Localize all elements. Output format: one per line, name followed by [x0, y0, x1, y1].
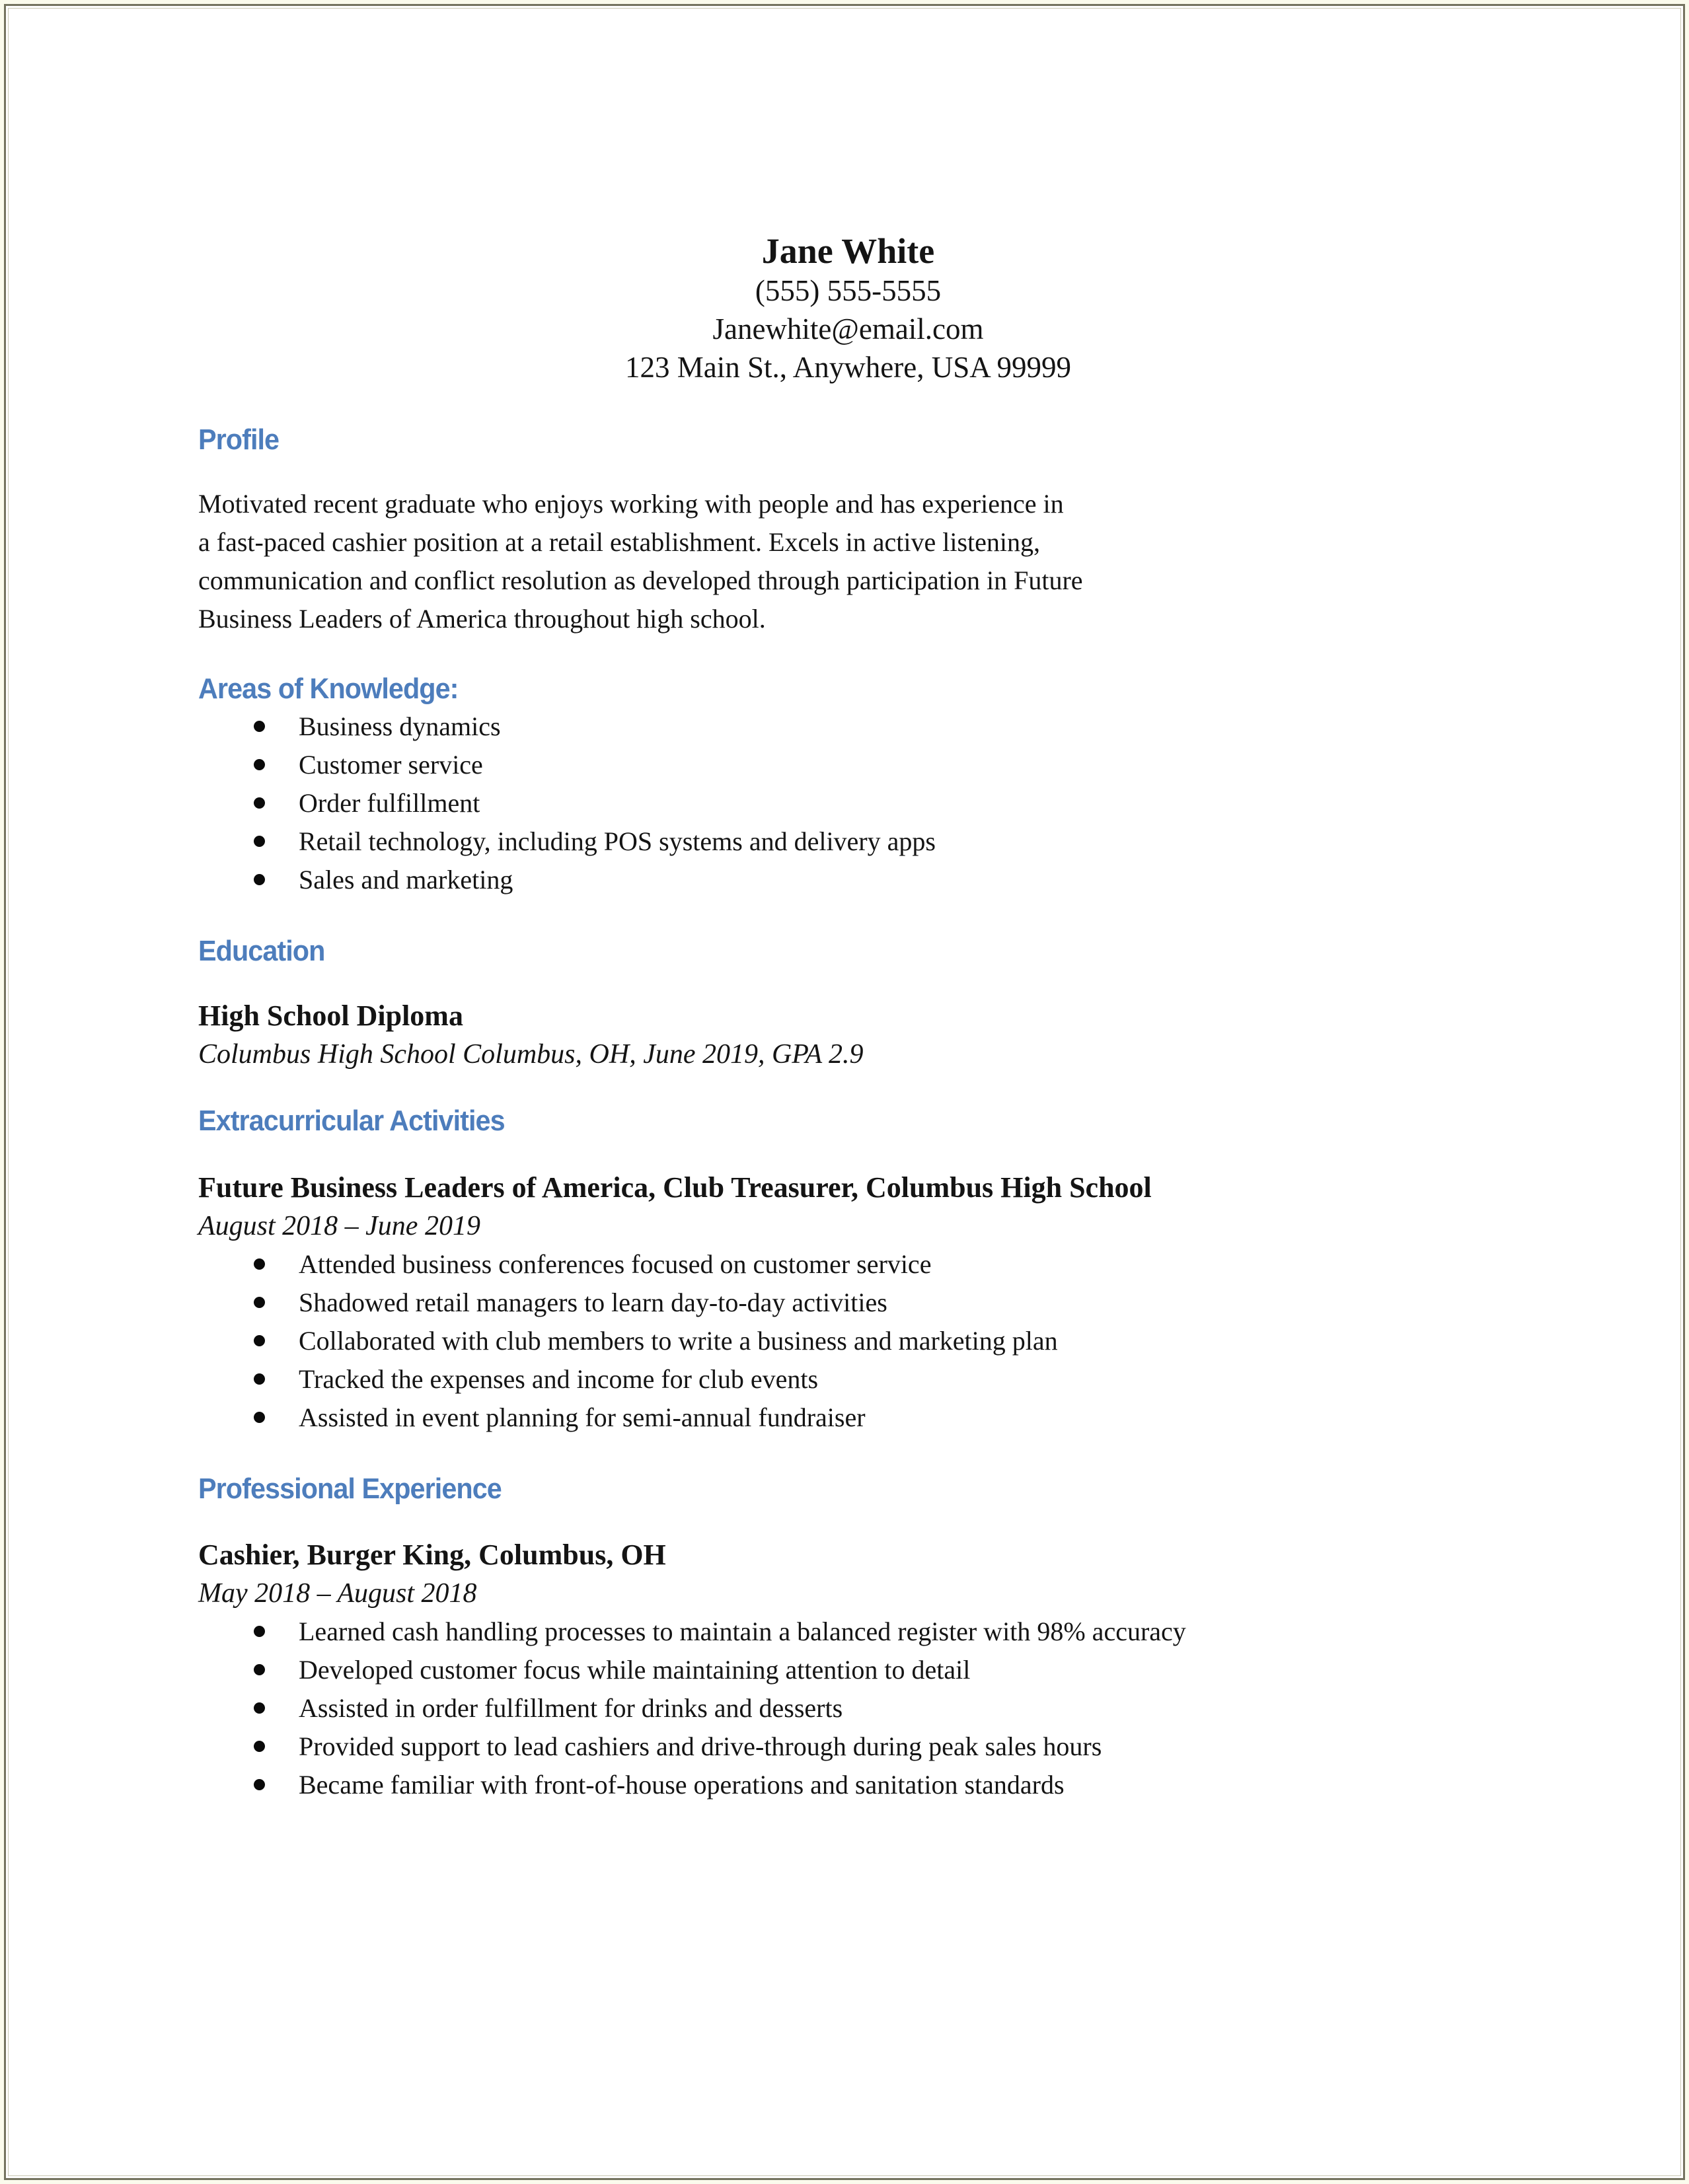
resume-content	[6, 6, 1683, 1804]
activity-list	[198, 1245, 1498, 1437]
profile-text-line: communication and conflict resolution as developed through participation in Future	[198, 565, 1083, 595]
resume-header	[198, 231, 1498, 386]
list-item: Business dynamics	[198, 708, 1498, 746]
candidate-name: Jane White	[761, 231, 935, 271]
knowledge-list	[198, 708, 1498, 899]
activity-title: Future Business Leaders of America, Club Treasurer, Columbus High School	[198, 1171, 1152, 1204]
list-item: Became familiar with front-of-house operations and sanitation standards	[198, 1766, 1498, 1804]
section-heading-areas-of-knowledge: Areas of Knowledge:	[198, 673, 459, 705]
activity-dates: August 2018 – June 2019	[198, 1211, 480, 1241]
section-heading-education: Education	[198, 935, 325, 967]
phone-number: (555) 555-5555	[755, 274, 942, 307]
list-item: Attended business conferences focused on customer service	[198, 1245, 1498, 1284]
profile-text-line: a fast-paced cashier position at a retail establishment. Excels in active listening,	[198, 527, 1041, 557]
profile-text-line: Business Leaders of America throughout high school.	[198, 604, 766, 634]
degree-title: High School Diploma	[198, 1000, 463, 1032]
list-item: Developed customer focus while maintaining attention to detail	[198, 1651, 1498, 1689]
list-item: Shadowed retail managers to learn day-to-day activities	[198, 1284, 1498, 1322]
list-item: Sales and marketing	[198, 861, 1498, 899]
experience-list	[198, 1613, 1498, 1804]
section-heading-profile: Profile	[198, 423, 280, 456]
resume-page	[4, 4, 1685, 2180]
list-item: Learned cash handling processes to maintain a balanced register with 98% accuracy	[198, 1613, 1498, 1651]
mailing-address: 123 Main St., Anywhere, USA 99999	[625, 351, 1071, 384]
list-item: Order fulfillment	[198, 784, 1498, 822]
list-item: Retail technology, including POS systems and delivery apps	[198, 822, 1498, 861]
job-title: Cashier, Burger King, Columbus, OH	[198, 1539, 666, 1571]
profile-text-line: Motivated recent graduate who enjoys working with people and has experience in	[198, 489, 1064, 519]
job-dates: May 2018 – August 2018	[198, 1578, 477, 1609]
list-item: Provided support to lead cashiers and drive-through during peak sales hours	[198, 1728, 1498, 1766]
list-item: Collaborated with club members to write a business and marketing plan	[198, 1322, 1498, 1360]
section-heading-extracurricular: Extracurricular Activities	[198, 1105, 505, 1137]
list-item: Assisted in event planning for semi-annual fundraiser	[198, 1399, 1498, 1437]
section-heading-professional-experience: Professional Experience	[198, 1473, 502, 1505]
email-address: Janewhite@email.com	[712, 312, 984, 346]
list-item: Assisted in order fulfillment for drinks and desserts	[198, 1689, 1498, 1728]
list-item: Tracked the expenses and income for club events	[198, 1360, 1498, 1399]
profile-paragraph	[198, 485, 1498, 638]
education-details: Columbus High School Columbus, OH, June 2019, GPA 2.9	[198, 1039, 864, 1070]
list-item: Customer service	[198, 746, 1498, 784]
